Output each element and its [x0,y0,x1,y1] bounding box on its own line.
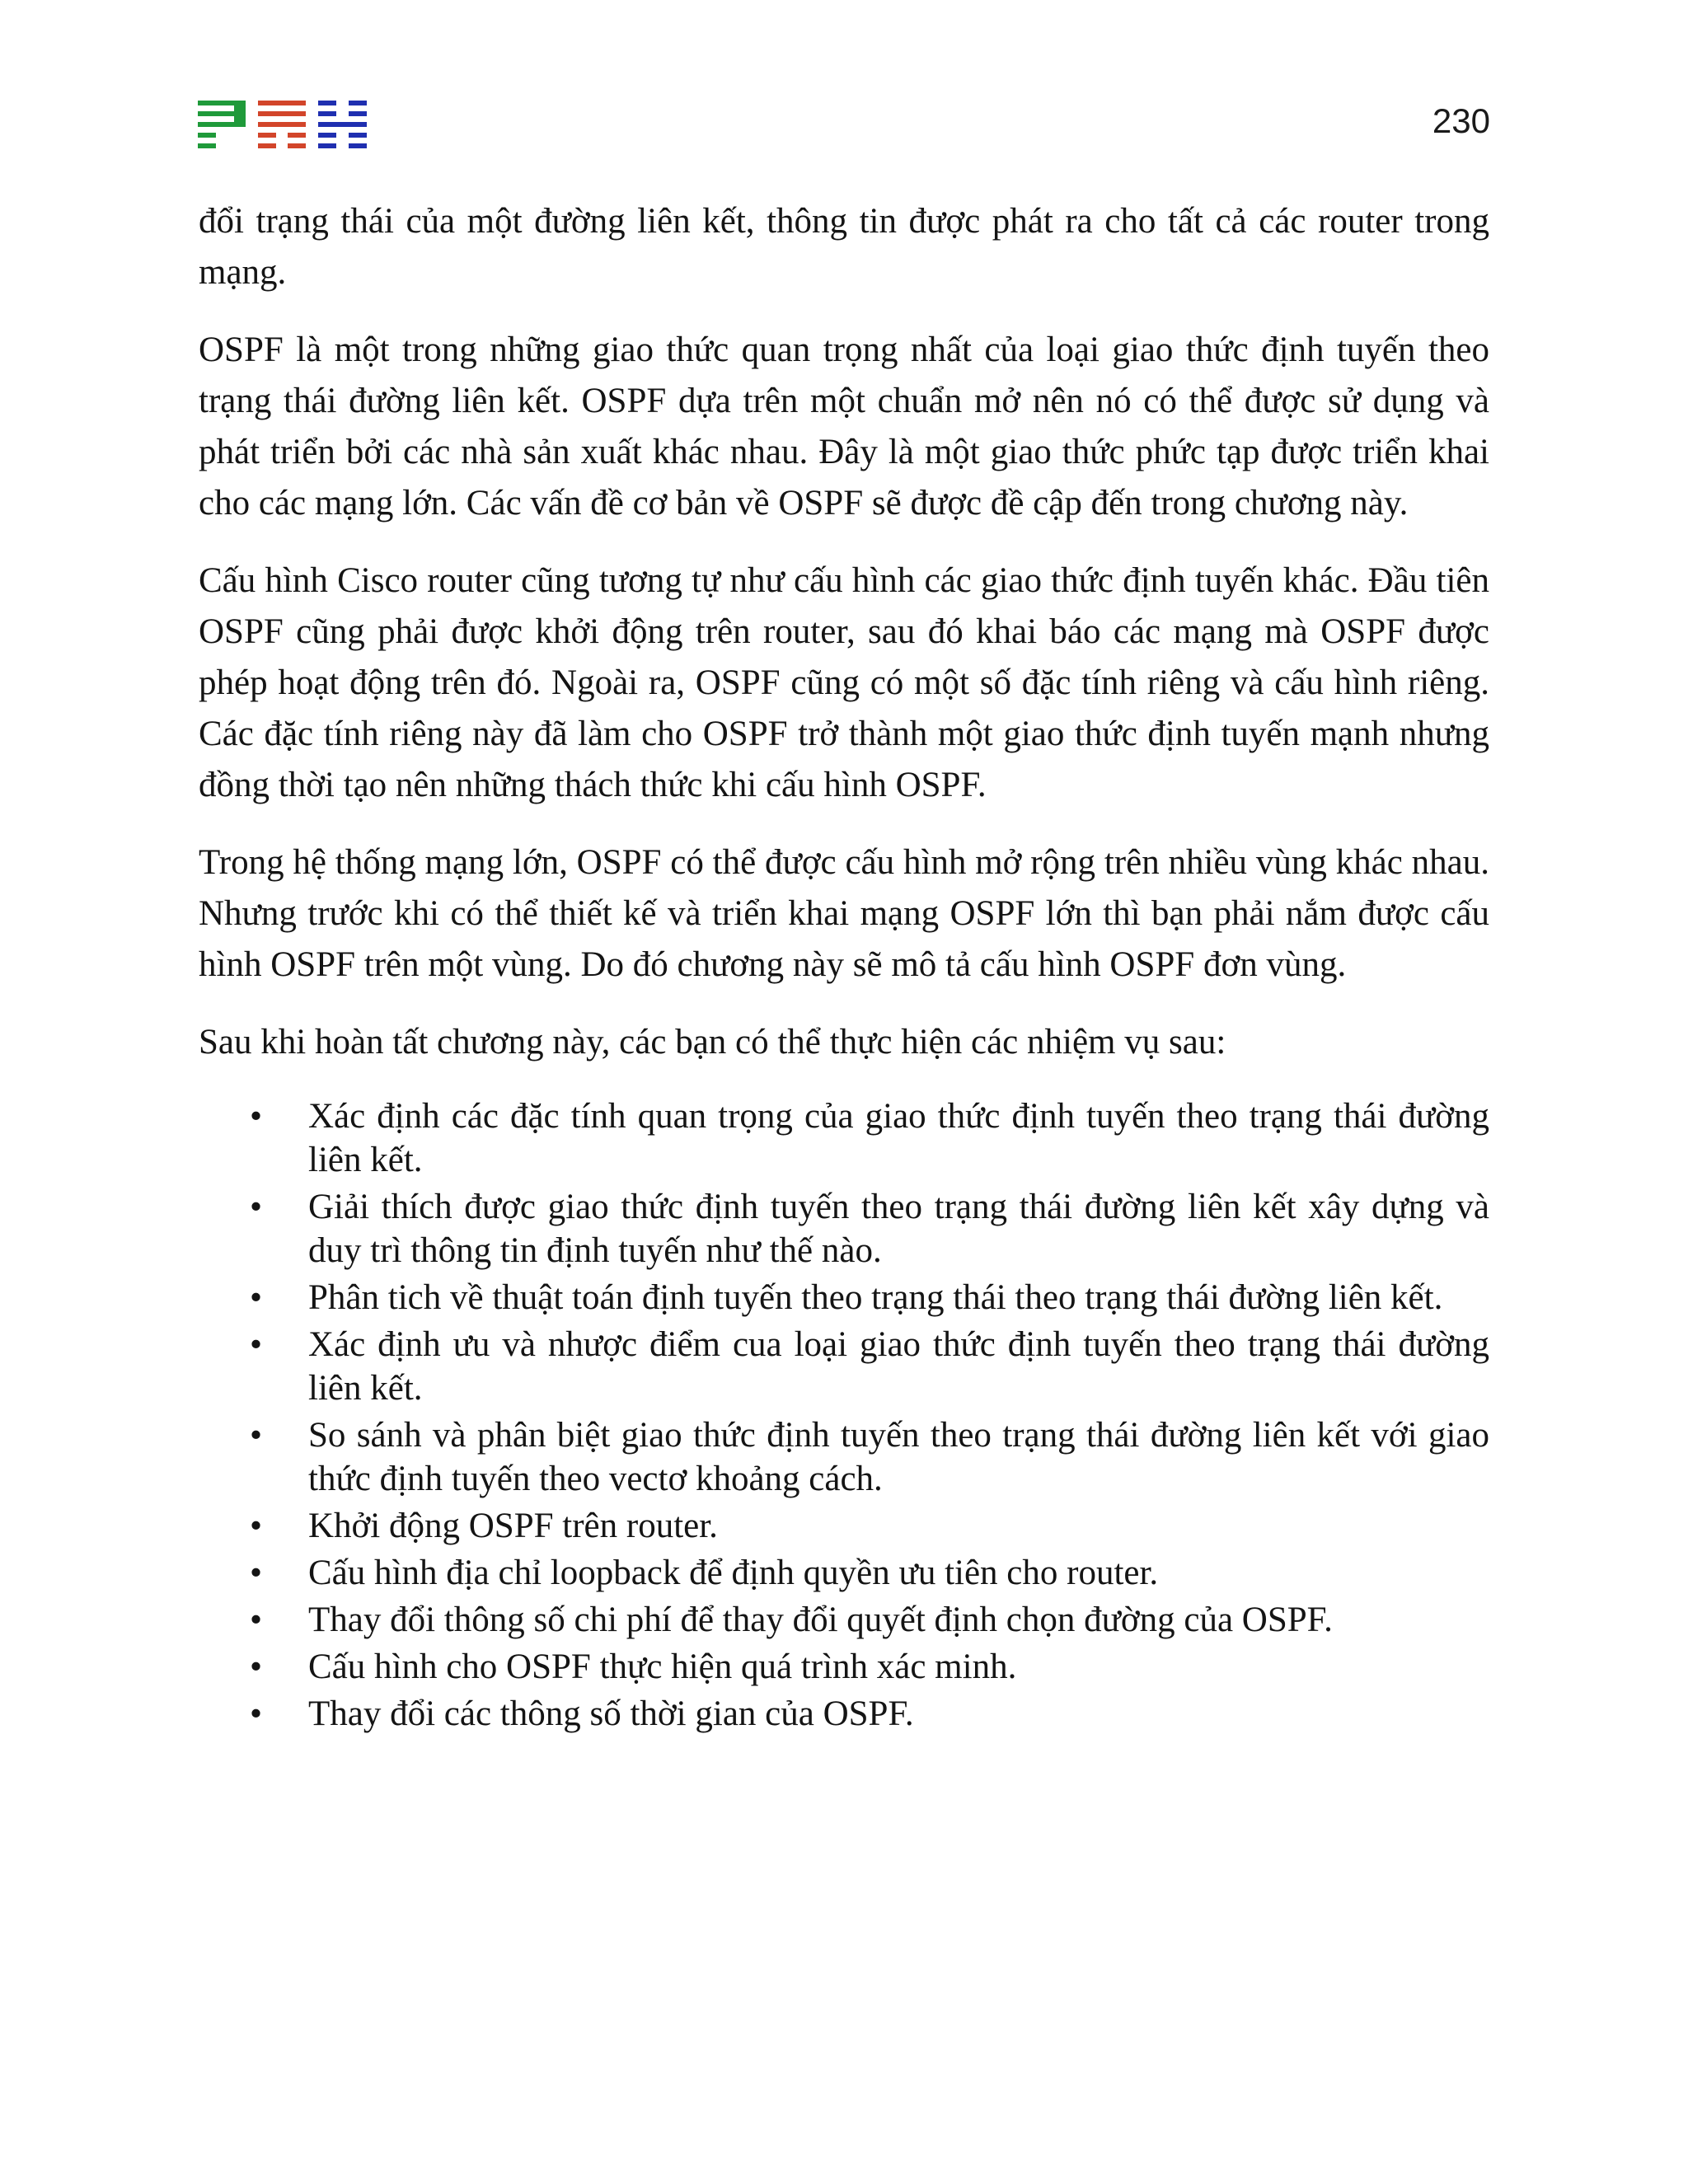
list-item-text: Xác định ưu và nhược điểm cua loại giao thức định tuyến theo trạng thái đường liên kết. [308,1325,1489,1408]
pnh-logo [198,101,367,148]
list-item [199,1413,1489,1501]
bullet-icon: • [250,1694,263,1733]
paragraph: đổi trạng thái của một đường liên kết, thông tin được phát ra cho tất cả các router trong mạng. [199,202,1489,292]
bullet-icon: • [250,1647,263,1686]
logo-letter-p [198,101,246,148]
list-item-text: Xác định các đặc tính quan trọng của giao thức định tuyến theo trạng thái đường liên kết. [308,1097,1489,1179]
list-item-text: Thay đổi thông số chi phí để thay đổi quyết định chọn đường của OSPF. [308,1601,1333,1639]
body-text [199,196,1489,1739]
list-item [199,1551,1489,1595]
list-item-text: Cấu hình địa chỉ loopback để định quyền ưu tiên cho router. [308,1554,1159,1592]
list-item [199,1276,1489,1319]
list-item [199,1504,1489,1548]
list-item [199,1645,1489,1689]
list-item [199,1692,1489,1736]
list-item-text: Thay đổi các thông số thời gian của OSPF. [308,1694,914,1733]
objectives-list [199,1094,1489,1736]
bullet-icon: • [250,1097,263,1136]
list-item-text: Phân tich về thuật toán định tuyến theo trạng thái theo trạng thái đường liên kết. [308,1278,1443,1317]
list-item [199,1094,1489,1182]
list-item-text: So sánh và phân biệt giao thức định tuyến theo trạng thái đường liên kết với giao thức định tuyến theo vectơ khoảng cách. [308,1416,1489,1498]
list-item-text: Khởi động OSPF trên router. [308,1507,718,1545]
logo-letter-h [318,101,367,148]
list-item [199,1598,1489,1642]
paragraph: OSPF là một trong những giao thức quan trọng nhất của loại giao thức định tuyến theo trạng thái đường liên kết. OSPF dựa trên một chuẩn mở nên nó có thể được sử dụng và phát triển bởi các nhà sản xuất khác nhau. Đây là một giao thức phức tạp được triển khai cho các mạng lớn. Các vấn đề cơ bản về OSPF sẽ được đề cập đến trong chương này. [199,330,1489,523]
bullet-icon: • [250,1416,263,1455]
list-item-text: Cấu hình cho OSPF thực hiện quá trình xác minh. [308,1647,1017,1686]
bullet-icon: • [250,1507,263,1545]
paragraph: Sau khi hoàn tất chương này, các bạn có thể thực hiện các nhiệm vụ sau: [199,1023,1226,1062]
list-item [199,1185,1489,1272]
bullet-icon: • [250,1278,263,1317]
bullet-icon: • [250,1325,263,1364]
bullet-icon: • [250,1188,263,1226]
paragraph: Trong hệ thống mạng lớn, OSPF có thể được cấu hình mở rộng trên nhiều vùng khác nhau. Nhưng trước khi có thể thiết kế và triển khai mạng OSPF lớn thì bạn phải nắm được cấu hình OSPF trên một vùng. Do đó chương này sẽ mô tả cấu hình OSPF đơn vùng. [199,843,1489,984]
bullet-icon: • [250,1601,263,1639]
logo-letter-n [258,101,306,148]
list-item [199,1323,1489,1410]
page-number: 230 [1432,101,1490,140]
bullet-icon: • [250,1554,263,1592]
list-item-text: Giải thích được giao thức định tuyến theo trạng thái đường liên kết xây dựng và duy trì thông tin định tuyến như thế nào. [308,1188,1489,1270]
paragraph: Cấu hình Cisco router cũng tương tự như cấu hình các giao thức định tuyến khác. Đầu tiên OSPF cũng phải được khởi động trên router, sau đó khai báo các mạng mà OSPF được phép hoạt động trên đó. Ngoài ra, OSPF cũng có một số đặc tính riêng và cấu hình riêng. Các đặc tính riêng này đã làm cho OSPF trở thành một giao thức định tuyến mạnh nhưng đồng thời tạo nên những thách thức khi cấu hình OSPF. [199,561,1489,804]
